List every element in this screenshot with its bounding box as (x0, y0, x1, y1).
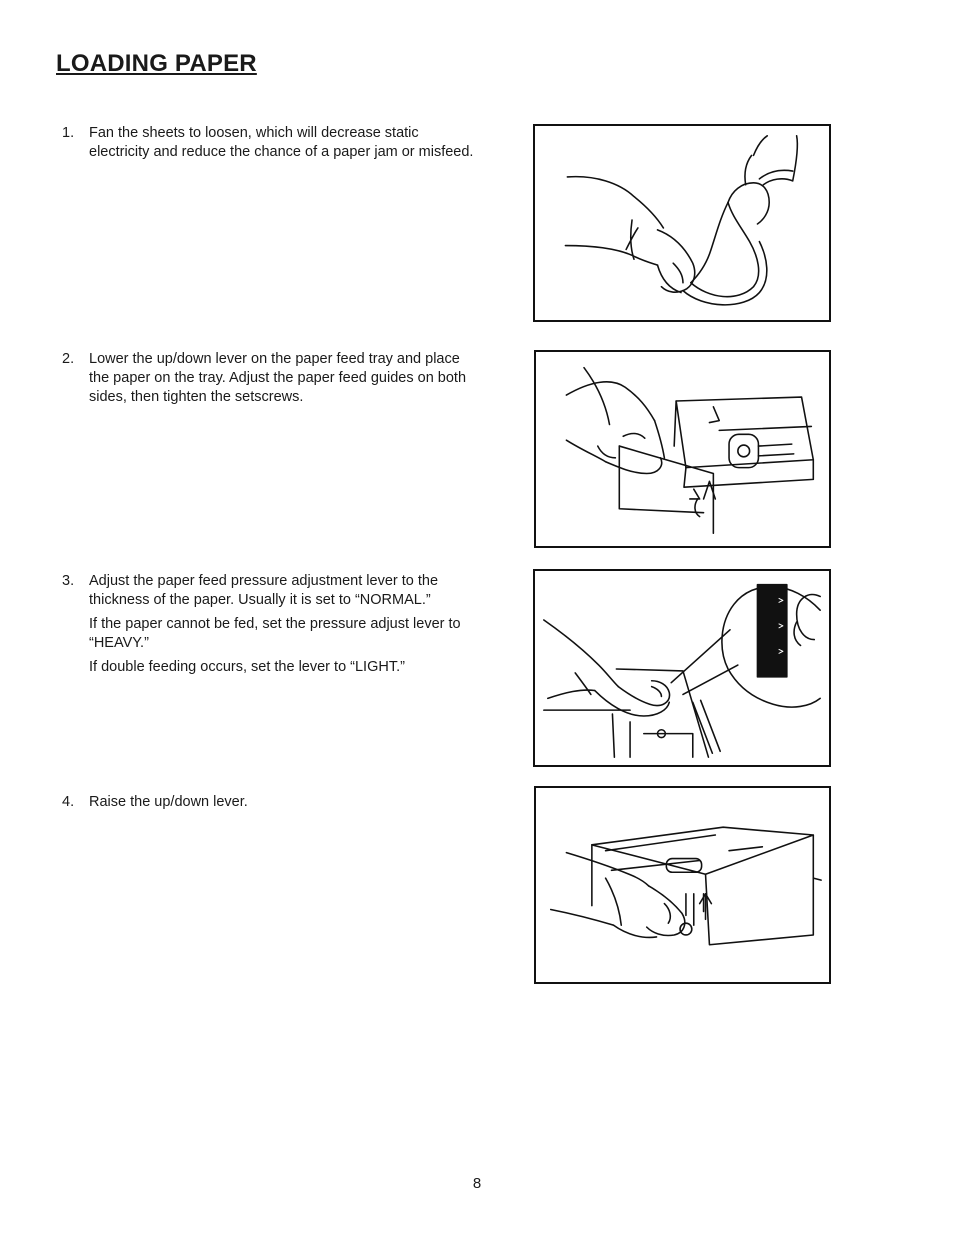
step-3 (62, 572, 482, 682)
hands-fanning-paper-illustration (533, 124, 831, 322)
pressure-adjustment-lever-illustration (533, 569, 831, 767)
step-paragraph: If the paper cannot be fed, set the pressure adjust lever to “HEAVY.” (89, 616, 461, 651)
step-1 (62, 124, 482, 167)
step-paragraph: Raise the up/down lever. (89, 794, 248, 810)
page-title: LOADING PAPER (56, 50, 257, 77)
page-number: 8 (472, 1175, 482, 1192)
step-number: 4. (62, 794, 75, 810)
raising-lever-paper-tray-illustration (534, 786, 831, 984)
step-4 (62, 793, 482, 817)
step-instructions (89, 793, 482, 812)
step-paragraph: Fan the sheets to loosen, which will decrease static electricity and reduce the chance of a paper jam or misfeed. (89, 125, 474, 160)
step-instructions (89, 350, 482, 407)
step-2 (62, 350, 482, 412)
lowering-lever-paper-tray-illustration (534, 350, 831, 548)
step-paragraph: Lower the up/down lever on the paper feed tray and place the paper on the tray. Adjust the paper feed guides on both sides, then tighten the setscrews. (89, 351, 467, 405)
step-paragraph: Adjust the paper feed pressure adjustment lever to the thickness of the paper. Usually it is set to “NORMAL.” (89, 573, 439, 608)
step-number: 1. (62, 125, 75, 141)
step-instructions (89, 124, 482, 162)
step-paragraph: If double feeding occurs, set the lever to “LIGHT.” (89, 659, 405, 675)
step-number: 3. (62, 573, 75, 589)
step-number: 2. (62, 351, 75, 367)
step-instructions (89, 572, 482, 677)
